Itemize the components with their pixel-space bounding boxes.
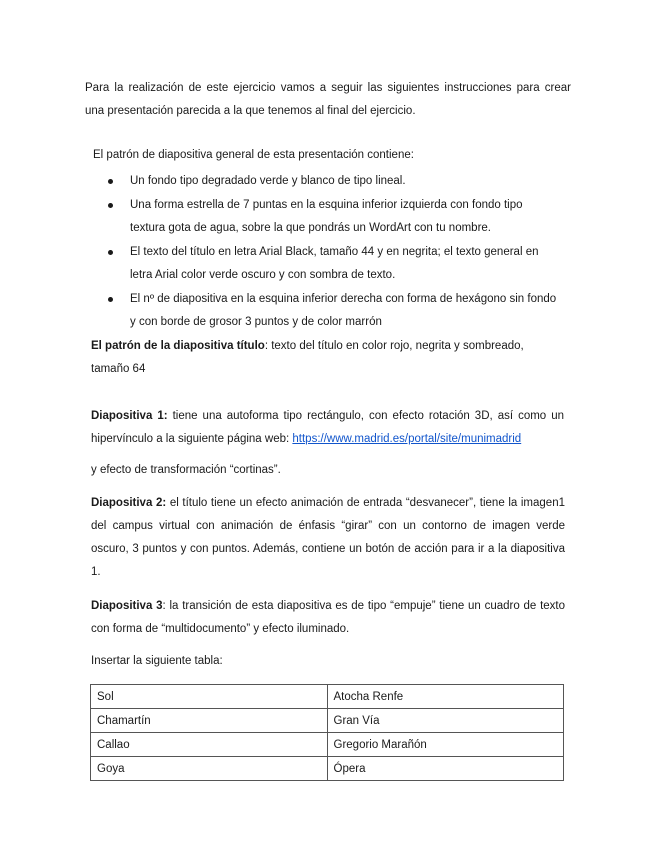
- master-bullet-3: El texto del título en letra Arial Black, tamaño 44 y en negrita; el texto general en letra Arial color verde oscuro y con sombra de texto.: [108, 241, 558, 287]
- table-cell: Gran Vía: [327, 709, 564, 733]
- table-row: [91, 709, 564, 733]
- slide3-paragraph: [91, 595, 565, 641]
- title-master-paragraph: [91, 335, 561, 381]
- slide2-text: el título tiene un efecto animación de entrada “desvanecer”, tiene la imagen1 del campus virtual con animación de énfasis “girar” con un contorno de imagen verde oscuro, 3 puntos y con puntos. Además, contiene un botón de acción para ir a la diapositiva 1.: [91, 497, 565, 578]
- slide2-label: Diapositiva 2:: [91, 497, 167, 509]
- title-master-label: El patrón de la diapositiva título: [91, 340, 265, 352]
- table-cell: Gregorio Marañón: [327, 733, 564, 757]
- slide3-text: : la transición de esta diapositiva es de tipo “empuje” tiene un cuadro de texto con forma de “multidocumento” y efecto iluminado.: [91, 600, 565, 635]
- master-bullet-list: [108, 170, 558, 335]
- slide2-paragraph: [91, 492, 565, 584]
- master-bullet-2: Una forma estrella de 7 puntas en la esquina inferior izquierda con fondo tipo textura gota de agua, sobre la que pondrás un WordArt con tu nombre.: [108, 194, 558, 240]
- master-bullet-4: El nº de diapositiva en la esquina inferior derecha con forma de hexágono sin fondo y con borde de grosor 3 puntos y de color marrón: [108, 288, 558, 334]
- table-row: [91, 685, 564, 709]
- table-cell: Atocha Renfe: [327, 685, 564, 709]
- stations-table: [90, 684, 564, 781]
- table-cell: Callao: [91, 733, 328, 757]
- table-row: [91, 757, 564, 781]
- slide1-text: tiene una autoforma tipo rectángulo, con efecto rotación 3D, así como un hipervínculo a la siguiente página web:: [91, 410, 564, 445]
- intro-line-1: Para la realización de este ejercicio vamos a seguir las siguientes instrucciones para crear: [85, 82, 571, 94]
- intro-line-2: una presentación parecida a la que tenemos al final del ejercicio.: [85, 105, 416, 117]
- table-cell: Sol: [91, 685, 328, 709]
- master-heading: El patrón de diapositiva general de esta presentación contiene:: [93, 149, 414, 161]
- madrid-link[interactable]: https://www.madrid.es/portal/site/munimadrid: [292, 433, 522, 445]
- table-intro: Insertar la siguiente tabla:: [91, 655, 223, 667]
- table-cell: Goya: [91, 757, 328, 781]
- table-cell: Chamartín: [91, 709, 328, 733]
- slide1-label: Diapositiva 1:: [91, 410, 168, 422]
- master-bullet-1: Un fondo tipo degradado verde y blanco de tipo lineal.: [108, 170, 558, 193]
- slide1-after: y efecto de transformación “cortinas”.: [91, 464, 281, 476]
- slide1-paragraph: [91, 405, 564, 451]
- slide3-label: Diapositiva 3: [91, 600, 163, 612]
- table-row: [91, 733, 564, 757]
- title-master-text: : texto del título en color rojo, negrita y sombreado, tamaño 64: [91, 340, 524, 375]
- table-cell: Ópera: [327, 757, 564, 781]
